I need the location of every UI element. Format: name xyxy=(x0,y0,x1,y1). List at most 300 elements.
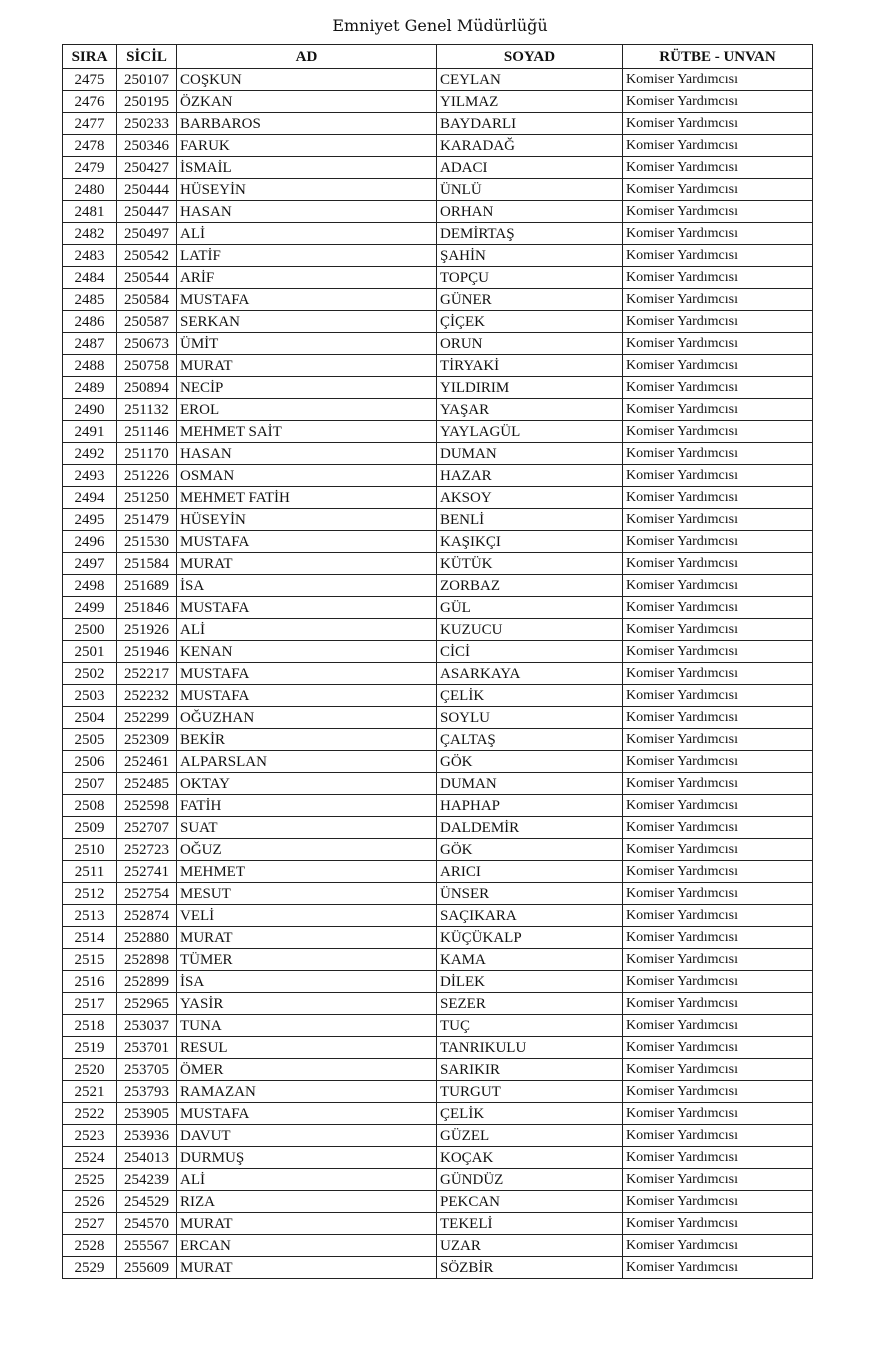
table-row xyxy=(63,179,813,201)
cell-ad: MESUT xyxy=(177,883,437,905)
cell-sicil: 251584 xyxy=(117,553,177,575)
cell-soyad: DUMAN xyxy=(437,443,623,465)
cell-rutbe-unvan: Komiser Yardımcısı xyxy=(623,707,813,729)
cell-ad: OĞUZHAN xyxy=(177,707,437,729)
cell-ad: TUNA xyxy=(177,1015,437,1037)
cell-sira: 2485 xyxy=(63,289,117,311)
cell-sira: 2477 xyxy=(63,113,117,135)
cell-sira: 2526 xyxy=(63,1191,117,1213)
cell-ad: ALPARSLAN xyxy=(177,751,437,773)
table-row xyxy=(63,465,813,487)
cell-sicil: 252874 xyxy=(117,905,177,927)
cell-soyad: ASARKAYA xyxy=(437,663,623,685)
cell-ad: TÜMER xyxy=(177,949,437,971)
table-row xyxy=(63,553,813,575)
table-row xyxy=(63,861,813,883)
table-row xyxy=(63,443,813,465)
cell-soyad: ÜNSER xyxy=(437,883,623,905)
table-row xyxy=(63,751,813,773)
table-header-row xyxy=(63,45,813,69)
cell-rutbe-unvan: Komiser Yardımcısı xyxy=(623,487,813,509)
cell-sira: 2490 xyxy=(63,399,117,421)
cell-soyad: TOPÇU xyxy=(437,267,623,289)
cell-rutbe-unvan: Komiser Yardımcısı xyxy=(623,619,813,641)
table-row xyxy=(63,531,813,553)
table-row xyxy=(63,289,813,311)
cell-soyad: ÇELİK xyxy=(437,1103,623,1125)
cell-ad: FARUK xyxy=(177,135,437,157)
cell-sicil: 250673 xyxy=(117,333,177,355)
cell-sira: 2501 xyxy=(63,641,117,663)
cell-sicil: 252707 xyxy=(117,817,177,839)
cell-sicil: 253936 xyxy=(117,1125,177,1147)
table-row xyxy=(63,1235,813,1257)
cell-sicil: 251946 xyxy=(117,641,177,663)
cell-soyad: AKSOY xyxy=(437,487,623,509)
table-row xyxy=(63,1169,813,1191)
cell-soyad: SAÇIKARA xyxy=(437,905,623,927)
cell-soyad: KOÇAK xyxy=(437,1147,623,1169)
cell-soyad: ADACI xyxy=(437,157,623,179)
cell-rutbe-unvan: Komiser Yardımcısı xyxy=(623,91,813,113)
cell-rutbe-unvan: Komiser Yardımcısı xyxy=(623,1015,813,1037)
cell-ad: ÜMİT xyxy=(177,333,437,355)
table-row xyxy=(63,1081,813,1103)
cell-soyad: ORUN xyxy=(437,333,623,355)
table-row xyxy=(63,883,813,905)
cell-ad: VELİ xyxy=(177,905,437,927)
cell-ad: MUSTAFA xyxy=(177,685,437,707)
cell-rutbe-unvan: Komiser Yardımcısı xyxy=(623,69,813,91)
cell-soyad: KAMA xyxy=(437,949,623,971)
cell-ad: ALİ xyxy=(177,1169,437,1191)
table-row xyxy=(63,1037,813,1059)
cell-sira: 2488 xyxy=(63,355,117,377)
cell-ad: MURAT xyxy=(177,355,437,377)
cell-soyad: TEKELİ xyxy=(437,1213,623,1235)
cell-soyad: PEKCAN xyxy=(437,1191,623,1213)
cell-sicil: 252309 xyxy=(117,729,177,751)
cell-sicil: 251226 xyxy=(117,465,177,487)
cell-rutbe-unvan: Komiser Yardımcısı xyxy=(623,993,813,1015)
table-row xyxy=(63,267,813,289)
cell-soyad: HAPHAP xyxy=(437,795,623,817)
table-row xyxy=(63,729,813,751)
cell-sicil: 252217 xyxy=(117,663,177,685)
cell-sira: 2519 xyxy=(63,1037,117,1059)
cell-rutbe-unvan: Komiser Yardımcısı xyxy=(623,1191,813,1213)
cell-ad: RIZA xyxy=(177,1191,437,1213)
cell-sicil: 251926 xyxy=(117,619,177,641)
cell-rutbe-unvan: Komiser Yardımcısı xyxy=(623,355,813,377)
cell-sira: 2507 xyxy=(63,773,117,795)
cell-sicil: 252965 xyxy=(117,993,177,1015)
cell-sicil: 250444 xyxy=(117,179,177,201)
cell-rutbe-unvan: Komiser Yardımcısı xyxy=(623,641,813,663)
cell-sicil: 252723 xyxy=(117,839,177,861)
header-soyad: SOYAD xyxy=(437,45,623,69)
cell-rutbe-unvan: Komiser Yardımcısı xyxy=(623,399,813,421)
cell-rutbe-unvan: Komiser Yardımcısı xyxy=(623,245,813,267)
cell-sira: 2529 xyxy=(63,1257,117,1279)
cell-soyad: KARADAĞ xyxy=(437,135,623,157)
cell-sira: 2510 xyxy=(63,839,117,861)
table-row xyxy=(63,839,813,861)
cell-sicil: 251250 xyxy=(117,487,177,509)
table-row xyxy=(63,575,813,597)
table-row xyxy=(63,619,813,641)
cell-sira: 2504 xyxy=(63,707,117,729)
cell-rutbe-unvan: Komiser Yardımcısı xyxy=(623,377,813,399)
cell-soyad: YAYLAGÜL xyxy=(437,421,623,443)
table-row xyxy=(63,707,813,729)
cell-rutbe-unvan: Komiser Yardımcısı xyxy=(623,1059,813,1081)
cell-rutbe-unvan: Komiser Yardımcısı xyxy=(623,289,813,311)
cell-ad: EROL xyxy=(177,399,437,421)
cell-sira: 2487 xyxy=(63,333,117,355)
cell-soyad: DALDEMİR xyxy=(437,817,623,839)
cell-rutbe-unvan: Komiser Yardımcısı xyxy=(623,1147,813,1169)
cell-sira: 2511 xyxy=(63,861,117,883)
cell-sira: 2493 xyxy=(63,465,117,487)
table-row xyxy=(63,663,813,685)
cell-ad: ARİF xyxy=(177,267,437,289)
cell-ad: BARBAROS xyxy=(177,113,437,135)
cell-soyad: UZAR xyxy=(437,1235,623,1257)
table-row xyxy=(63,1125,813,1147)
cell-sira: 2508 xyxy=(63,795,117,817)
table-row xyxy=(63,1257,813,1279)
cell-rutbe-unvan: Komiser Yardımcısı xyxy=(623,333,813,355)
cell-soyad: DUMAN xyxy=(437,773,623,795)
cell-soyad: GÜZEL xyxy=(437,1125,623,1147)
cell-soyad: GÜNDÜZ xyxy=(437,1169,623,1191)
cell-rutbe-unvan: Komiser Yardımcısı xyxy=(623,113,813,135)
header-sicil: SİCİL xyxy=(117,45,177,69)
cell-sicil: 250758 xyxy=(117,355,177,377)
cell-sicil: 252598 xyxy=(117,795,177,817)
cell-sicil: 250195 xyxy=(117,91,177,113)
cell-ad: İSMAİL xyxy=(177,157,437,179)
cell-sicil: 253701 xyxy=(117,1037,177,1059)
cell-ad: OKTAY xyxy=(177,773,437,795)
cell-rutbe-unvan: Komiser Yardımcısı xyxy=(623,421,813,443)
cell-sira: 2486 xyxy=(63,311,117,333)
table-row xyxy=(63,1191,813,1213)
cell-ad: OĞUZ xyxy=(177,839,437,861)
table-row xyxy=(63,487,813,509)
cell-sicil: 251530 xyxy=(117,531,177,553)
cell-soyad: SÖZBİR xyxy=(437,1257,623,1279)
cell-sira: 2482 xyxy=(63,223,117,245)
cell-sicil: 250497 xyxy=(117,223,177,245)
cell-sicil: 251146 xyxy=(117,421,177,443)
cell-sira: 2528 xyxy=(63,1235,117,1257)
cell-ad: RESUL xyxy=(177,1037,437,1059)
cell-soyad: YILDIRIM xyxy=(437,377,623,399)
cell-soyad: HAZAR xyxy=(437,465,623,487)
table-body xyxy=(63,69,813,1279)
cell-ad: HÜSEYİN xyxy=(177,509,437,531)
cell-sira: 2527 xyxy=(63,1213,117,1235)
cell-ad: DURMUŞ xyxy=(177,1147,437,1169)
cell-rutbe-unvan: Komiser Yardımcısı xyxy=(623,179,813,201)
cell-rutbe-unvan: Komiser Yardımcısı xyxy=(623,1081,813,1103)
table-row xyxy=(63,597,813,619)
cell-sicil: 250542 xyxy=(117,245,177,267)
table-row xyxy=(63,1015,813,1037)
table-row xyxy=(63,355,813,377)
cell-rutbe-unvan: Komiser Yardımcısı xyxy=(623,751,813,773)
cell-ad: BEKİR xyxy=(177,729,437,751)
cell-sira: 2521 xyxy=(63,1081,117,1103)
cell-sira: 2479 xyxy=(63,157,117,179)
cell-soyad: CİCİ xyxy=(437,641,623,663)
header-sira: SIRA xyxy=(63,45,117,69)
cell-sira: 2500 xyxy=(63,619,117,641)
cell-soyad: KÜÇÜKALP xyxy=(437,927,623,949)
table-row xyxy=(63,1147,813,1169)
cell-ad: İSA xyxy=(177,575,437,597)
cell-sicil: 252485 xyxy=(117,773,177,795)
cell-sicil: 250346 xyxy=(117,135,177,157)
cell-ad: HASAN xyxy=(177,201,437,223)
cell-sicil: 254239 xyxy=(117,1169,177,1191)
cell-soyad: GÖK xyxy=(437,839,623,861)
header-rutbe-unvan: RÜTBE - UNVAN xyxy=(623,45,813,69)
table-row xyxy=(63,949,813,971)
cell-rutbe-unvan: Komiser Yardımcısı xyxy=(623,1037,813,1059)
cell-rutbe-unvan: Komiser Yardımcısı xyxy=(623,1257,813,1279)
cell-sicil: 250427 xyxy=(117,157,177,179)
cell-rutbe-unvan: Komiser Yardımcısı xyxy=(623,1125,813,1147)
cell-sira: 2494 xyxy=(63,487,117,509)
cell-ad: MUSTAFA xyxy=(177,289,437,311)
cell-sicil: 250544 xyxy=(117,267,177,289)
cell-sicil: 254013 xyxy=(117,1147,177,1169)
cell-sicil: 253037 xyxy=(117,1015,177,1037)
cell-ad: KENAN xyxy=(177,641,437,663)
cell-rutbe-unvan: Komiser Yardımcısı xyxy=(623,729,813,751)
cell-sicil: 250587 xyxy=(117,311,177,333)
cell-ad: SERKAN xyxy=(177,311,437,333)
cell-rutbe-unvan: Komiser Yardımcısı xyxy=(623,1103,813,1125)
cell-soyad: YAŞAR xyxy=(437,399,623,421)
cell-soyad: TİRYAKİ xyxy=(437,355,623,377)
cell-rutbe-unvan: Komiser Yardımcısı xyxy=(623,311,813,333)
cell-rutbe-unvan: Komiser Yardımcısı xyxy=(623,531,813,553)
cell-soyad: TUÇ xyxy=(437,1015,623,1037)
cell-sira: 2476 xyxy=(63,91,117,113)
cell-sira: 2484 xyxy=(63,267,117,289)
cell-sicil: 250233 xyxy=(117,113,177,135)
cell-ad: OSMAN xyxy=(177,465,437,487)
cell-soyad: KÜTÜK xyxy=(437,553,623,575)
cell-sira: 2512 xyxy=(63,883,117,905)
cell-sicil: 254570 xyxy=(117,1213,177,1235)
cell-soyad: GÜNER xyxy=(437,289,623,311)
cell-sira: 2513 xyxy=(63,905,117,927)
cell-sicil: 252741 xyxy=(117,861,177,883)
cell-ad: MURAT xyxy=(177,1213,437,1235)
cell-sira: 2518 xyxy=(63,1015,117,1037)
cell-ad: MUSTAFA xyxy=(177,1103,437,1125)
cell-sira: 2498 xyxy=(63,575,117,597)
cell-sicil: 251689 xyxy=(117,575,177,597)
table-row xyxy=(63,773,813,795)
cell-soyad: ÇELİK xyxy=(437,685,623,707)
cell-sira: 2499 xyxy=(63,597,117,619)
cell-soyad: TURGUT xyxy=(437,1081,623,1103)
cell-soyad: YILMAZ xyxy=(437,91,623,113)
cell-ad: MUSTAFA xyxy=(177,531,437,553)
cell-sira: 2517 xyxy=(63,993,117,1015)
cell-sira: 2524 xyxy=(63,1147,117,1169)
cell-soyad: BENLİ xyxy=(437,509,623,531)
cell-sicil: 253905 xyxy=(117,1103,177,1125)
cell-sicil: 250447 xyxy=(117,201,177,223)
cell-sira: 2523 xyxy=(63,1125,117,1147)
cell-ad: LATİF xyxy=(177,245,437,267)
cell-sicil: 255609 xyxy=(117,1257,177,1279)
table-row xyxy=(63,69,813,91)
cell-sicil: 252898 xyxy=(117,949,177,971)
cell-rutbe-unvan: Komiser Yardımcısı xyxy=(623,201,813,223)
table-row xyxy=(63,509,813,531)
cell-sicil: 250107 xyxy=(117,69,177,91)
cell-sira: 2522 xyxy=(63,1103,117,1125)
cell-rutbe-unvan: Komiser Yardımcısı xyxy=(623,883,813,905)
cell-sira: 2509 xyxy=(63,817,117,839)
cell-ad: MEHMET SAİT xyxy=(177,421,437,443)
cell-ad: YASİR xyxy=(177,993,437,1015)
table-row xyxy=(63,795,813,817)
cell-soyad: ZORBAZ xyxy=(437,575,623,597)
cell-sira: 2496 xyxy=(63,531,117,553)
cell-sicil: 254529 xyxy=(117,1191,177,1213)
cell-sira: 2525 xyxy=(63,1169,117,1191)
cell-sira: 2491 xyxy=(63,421,117,443)
cell-rutbe-unvan: Komiser Yardımcısı xyxy=(623,465,813,487)
cell-rutbe-unvan: Komiser Yardımcısı xyxy=(623,685,813,707)
cell-rutbe-unvan: Komiser Yardımcısı xyxy=(623,1169,813,1191)
table-row xyxy=(63,135,813,157)
cell-sicil: 252880 xyxy=(117,927,177,949)
cell-sira: 2514 xyxy=(63,927,117,949)
cell-ad: MURAT xyxy=(177,553,437,575)
cell-ad: RAMAZAN xyxy=(177,1081,437,1103)
cell-rutbe-unvan: Komiser Yardımcısı xyxy=(623,509,813,531)
cell-ad: HASAN xyxy=(177,443,437,465)
cell-soyad: KUZUCU xyxy=(437,619,623,641)
cell-sicil: 252299 xyxy=(117,707,177,729)
cell-ad: DAVUT xyxy=(177,1125,437,1147)
table-row xyxy=(63,993,813,1015)
table-row xyxy=(63,817,813,839)
cell-ad: MURAT xyxy=(177,1257,437,1279)
cell-sicil: 252232 xyxy=(117,685,177,707)
cell-ad: ÖZKAN xyxy=(177,91,437,113)
cell-rutbe-unvan: Komiser Yardımcısı xyxy=(623,861,813,883)
cell-sicil: 252461 xyxy=(117,751,177,773)
table-row xyxy=(63,1213,813,1235)
cell-rutbe-unvan: Komiser Yardımcısı xyxy=(623,905,813,927)
cell-ad: ALİ xyxy=(177,619,437,641)
cell-soyad: SARIKIR xyxy=(437,1059,623,1081)
cell-sicil: 255567 xyxy=(117,1235,177,1257)
table-row xyxy=(63,927,813,949)
cell-soyad: ÇALTAŞ xyxy=(437,729,623,751)
cell-sicil: 252754 xyxy=(117,883,177,905)
table-row xyxy=(63,399,813,421)
cell-sicil: 250894 xyxy=(117,377,177,399)
cell-soyad: SOYLU xyxy=(437,707,623,729)
cell-sicil: 253793 xyxy=(117,1081,177,1103)
table-row xyxy=(63,333,813,355)
table-row xyxy=(63,971,813,993)
cell-rutbe-unvan: Komiser Yardımcısı xyxy=(623,927,813,949)
cell-sira: 2520 xyxy=(63,1059,117,1081)
cell-soyad: KAŞIKÇI xyxy=(437,531,623,553)
cell-soyad: ÇİÇEK xyxy=(437,311,623,333)
cell-sicil: 250584 xyxy=(117,289,177,311)
cell-sira: 2506 xyxy=(63,751,117,773)
cell-rutbe-unvan: Komiser Yardımcısı xyxy=(623,267,813,289)
cell-sicil: 253705 xyxy=(117,1059,177,1081)
cell-soyad: TANRIKULU xyxy=(437,1037,623,1059)
cell-rutbe-unvan: Komiser Yardımcısı xyxy=(623,575,813,597)
cell-sira: 2480 xyxy=(63,179,117,201)
cell-sira: 2481 xyxy=(63,201,117,223)
table-row xyxy=(63,421,813,443)
cell-rutbe-unvan: Komiser Yardımcısı xyxy=(623,443,813,465)
table-row xyxy=(63,1103,813,1125)
cell-rutbe-unvan: Komiser Yardımcısı xyxy=(623,223,813,245)
header-ad: AD xyxy=(177,45,437,69)
cell-sira: 2483 xyxy=(63,245,117,267)
cell-ad: SUAT xyxy=(177,817,437,839)
cell-rutbe-unvan: Komiser Yardımcısı xyxy=(623,949,813,971)
cell-soyad: ORHAN xyxy=(437,201,623,223)
cell-sicil: 251479 xyxy=(117,509,177,531)
cell-ad: MEHMET xyxy=(177,861,437,883)
cell-sira: 2475 xyxy=(63,69,117,91)
cell-ad: FATİH xyxy=(177,795,437,817)
cell-rutbe-unvan: Komiser Yardımcısı xyxy=(623,553,813,575)
cell-rutbe-unvan: Komiser Yardımcısı xyxy=(623,1235,813,1257)
table-row xyxy=(63,245,813,267)
cell-rutbe-unvan: Komiser Yardımcısı xyxy=(623,597,813,619)
cell-soyad: ARICI xyxy=(437,861,623,883)
personnel-table xyxy=(62,44,813,1279)
cell-rutbe-unvan: Komiser Yardımcısı xyxy=(623,817,813,839)
cell-sira: 2492 xyxy=(63,443,117,465)
cell-sicil: 251132 xyxy=(117,399,177,421)
cell-rutbe-unvan: Komiser Yardımcısı xyxy=(623,1213,813,1235)
cell-sira: 2505 xyxy=(63,729,117,751)
cell-sira: 2516 xyxy=(63,971,117,993)
cell-ad: ALİ xyxy=(177,223,437,245)
cell-sira: 2495 xyxy=(63,509,117,531)
cell-soyad: GÜL xyxy=(437,597,623,619)
page-title: Emniyet Genel Müdürlüğü xyxy=(332,16,548,35)
cell-soyad: DİLEK xyxy=(437,971,623,993)
cell-sira: 2502 xyxy=(63,663,117,685)
table-row xyxy=(63,641,813,663)
cell-ad: NECİP xyxy=(177,377,437,399)
table-row xyxy=(63,223,813,245)
cell-sira: 2497 xyxy=(63,553,117,575)
